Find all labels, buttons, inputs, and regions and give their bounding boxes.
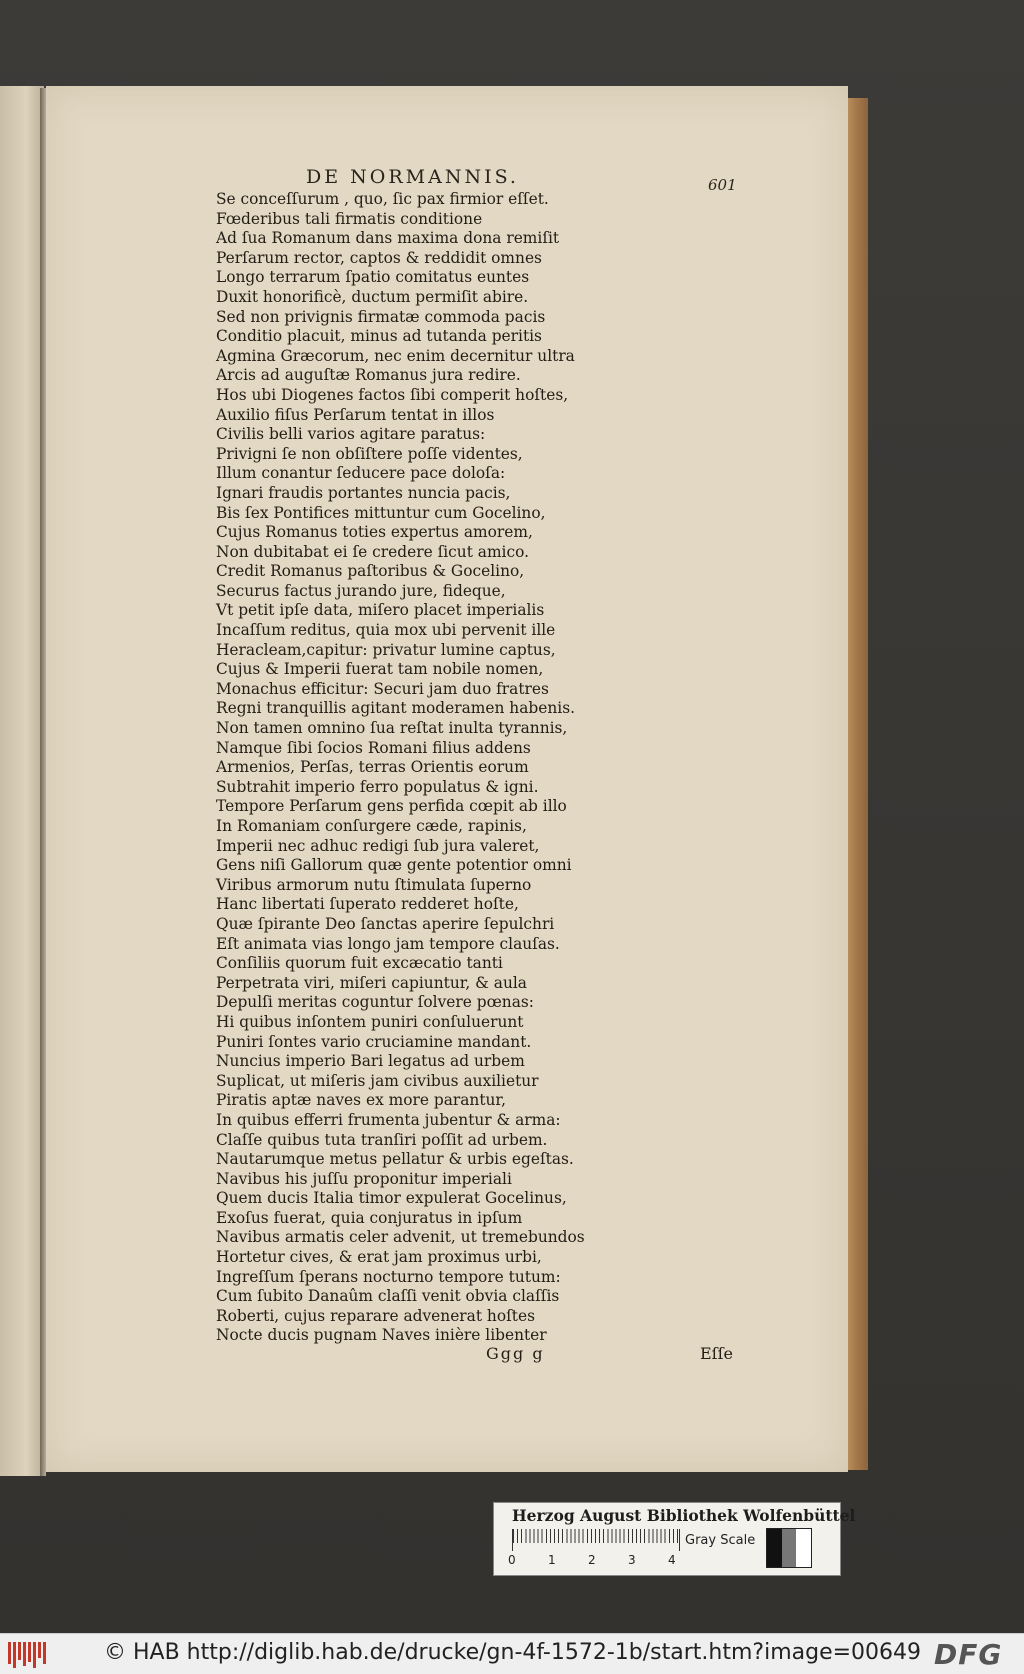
verse-line: Tempore Perſarum gens perfida cœpit ab illo (216, 797, 567, 816)
verse-line: Heracleam,capitur: privatur lumine captus, (216, 640, 556, 659)
verse-line: Perpetrata viri, miſeri capiuntur, & aula (216, 973, 527, 992)
verse-line: Exoſus fuerat, quia conjuratus in ipſum (216, 1208, 523, 1227)
verse-line: Nuncius imperio Bari legatus ad urbem (216, 1052, 525, 1071)
verse-line: Viribus armorum nutu ſtimulata ſuperno (216, 875, 532, 894)
verse-line: Suplicat, ut miſeris jam civibus auxilietur (216, 1071, 539, 1090)
ruler-number: 1 (548, 1553, 556, 1567)
ruler-number: 3 (628, 1553, 636, 1567)
verse-line: Sed non privignis firmatæ commoda pacis (216, 307, 546, 326)
verse-line: Hi quibus inſontem puniri conſuluerunt (216, 1012, 524, 1031)
verse-line: Nocte ducis pugnam Naves inière libenter (216, 1326, 547, 1345)
ruler-number: 2 (588, 1553, 596, 1567)
page-block-edge (848, 98, 868, 1470)
verse-line: Hanc libertati ſuperato redderet hoſte, (216, 895, 519, 914)
verse-line: Ignari fraudis portantes nuncia pacis, (216, 483, 511, 502)
verse-line: Se conceſſurum , quo, ſic pax firmior eſſet. (216, 190, 549, 208)
ruler (512, 1529, 680, 1551)
verse-line: Ingreſſum ſperans nocturno tempore tutum: (216, 1267, 561, 1286)
verse-line: Piratis aptæ naves ex more parantur, (216, 1091, 506, 1110)
verse-line: Eſt animata vias longo jam tempore clauſas. (216, 934, 560, 953)
verse-line: Roberti, cujus reparare advenerat hoſtes (216, 1306, 535, 1325)
verse-line: Puniri ſontes vario cruciamine mandant. (216, 1032, 532, 1051)
grayscale-swatch (766, 1528, 812, 1568)
verse-line: Conſiliis quorum fuit excæcatio tanti (216, 954, 503, 973)
verse-line: Monachus efficitur: Securi jam duo fratres (216, 679, 549, 698)
verse-line: Namque ſibi ſocios Romani filius addens (216, 738, 531, 757)
verse-line: Regni tranquillis agitant moderamen habenis. (216, 699, 575, 718)
verse-line: Ad ſua Romanum dans maxima dona remiſit (216, 229, 560, 248)
source-url-link[interactable]: © HAB http://diglib.hab.de/drucke/gn-4f-1572-1b/start.htm?image=00649 (104, 1640, 922, 1665)
verse-line: Cum ſubito Danaûm claſſi venit obvia claſſis (216, 1287, 560, 1306)
verse-line: Credit Romanus paſtoribus & Gocelino, (216, 562, 525, 581)
page-number: 601 (708, 176, 737, 194)
verse-line: Imperii nec adhuc redigi ſub jura valeret, (216, 836, 540, 855)
scale-card-title: Herzog August Bibliothek Wolfenbüttel (512, 1506, 856, 1525)
verse-line: Armenios, Perſas, terras Orientis eorum (216, 758, 529, 777)
verse-line: Fœderibus tali firmatis conditione (216, 209, 483, 228)
ruler-number: 4 (668, 1553, 676, 1567)
verse-line: Incaſſum reditus, quia mox ubi pervenit ille (216, 621, 556, 640)
signature-mark: Ggg g (486, 1344, 545, 1363)
verse-line: Nautarumque metus pellatur & urbis egeſtas. (216, 1150, 574, 1169)
verse-line: Hos ubi Diogenes factos ſibi comperit hoſtes, (216, 385, 569, 404)
verse-line: Gens niſi Gallorum quæ gente potentior omni (216, 856, 572, 875)
verse-line: Quem ducis Italia timor expulerat Gocelinus, (216, 1189, 567, 1208)
ruler-number: 0 (508, 1553, 516, 1567)
verse-line: Navibus his juſſu proponitur imperiali (216, 1169, 512, 1188)
grayscale-label: Gray Scale (685, 1533, 756, 1548)
verse-line: Bis ſex Pontifices mittuntur cum Gocelino, (216, 503, 546, 522)
verse-line: Illum conantur ſeducere pace doloſa: (216, 464, 506, 483)
verse-line: Securus factus jurando jure, fideque, (216, 581, 506, 600)
facing-page-edge (0, 86, 44, 1476)
verse-line: Duxit honorificè, ductum permiſit abire. (216, 287, 529, 306)
verse-line: Navibus armatis celer advenit, ut tremebundos (216, 1228, 585, 1247)
dfg-logo: DFG (934, 1638, 1003, 1671)
verse-line: Non tamen omnino ſua reſtat inulta tyrannis, (216, 719, 568, 738)
verse-line: In quibus efferri frumenta jubentur & arma: (216, 1110, 561, 1129)
verse-line: Vt petit ipſe data, miſero placet imperialis (216, 601, 545, 620)
verse-line: Cujus Romanus toties expertus amorem, (216, 523, 533, 542)
verse-line: Privigni ſe non obſiſtere poſſe videntes, (216, 444, 523, 463)
hab-logo-icon (6, 1640, 46, 1668)
verse-line: Non dubitabat ei ſe credere ſicut amico. (216, 542, 529, 561)
verse-line: Quæ ſpirante Deo ſanctas aperire ſepulchri (216, 914, 555, 933)
verse-text (216, 190, 776, 1346)
footer-bar (0, 1633, 1024, 1674)
color-scale-card (493, 1502, 856, 1576)
verse-line: Civilis belli varios agitare paratus: (216, 425, 486, 444)
catchword: Eſſe (700, 1344, 733, 1363)
verse-line: In Romaniam conſurgere cæde, rapinis, (216, 817, 527, 835)
verse-line: Subtrahit imperio ferro populatus & igni. (216, 777, 539, 796)
verse-line: Depulſi meritas coguntur ſolvere pœnas: (216, 993, 534, 1012)
verse-line: Perſarum rector, captos & reddidit omnes (216, 248, 542, 267)
verse-line: Hortetur cives, & erat jam proximus urbi, (216, 1248, 542, 1267)
verse-line: Auxilio fiſus Perſarum tentat in illos (216, 405, 495, 424)
verse-line: Agmina Græcorum, nec enim decernitur ultra (216, 346, 575, 365)
running-head: DE NORMANNIS. (306, 166, 519, 188)
verse-line: Claſſe quibus tuta tranſiri poſſit ad urbem. (216, 1130, 548, 1149)
verse-line: Arcis ad auguſtæ Romanus jura redire. (216, 366, 521, 385)
verse-line: Conditio placuit, minus ad tutanda peritis (216, 327, 542, 346)
verse-line: Longo terrarum ſpatio comitatus euntes (216, 268, 530, 287)
verse-line: Cujus & Imperii fuerat tam nobile nomen, (216, 660, 544, 679)
